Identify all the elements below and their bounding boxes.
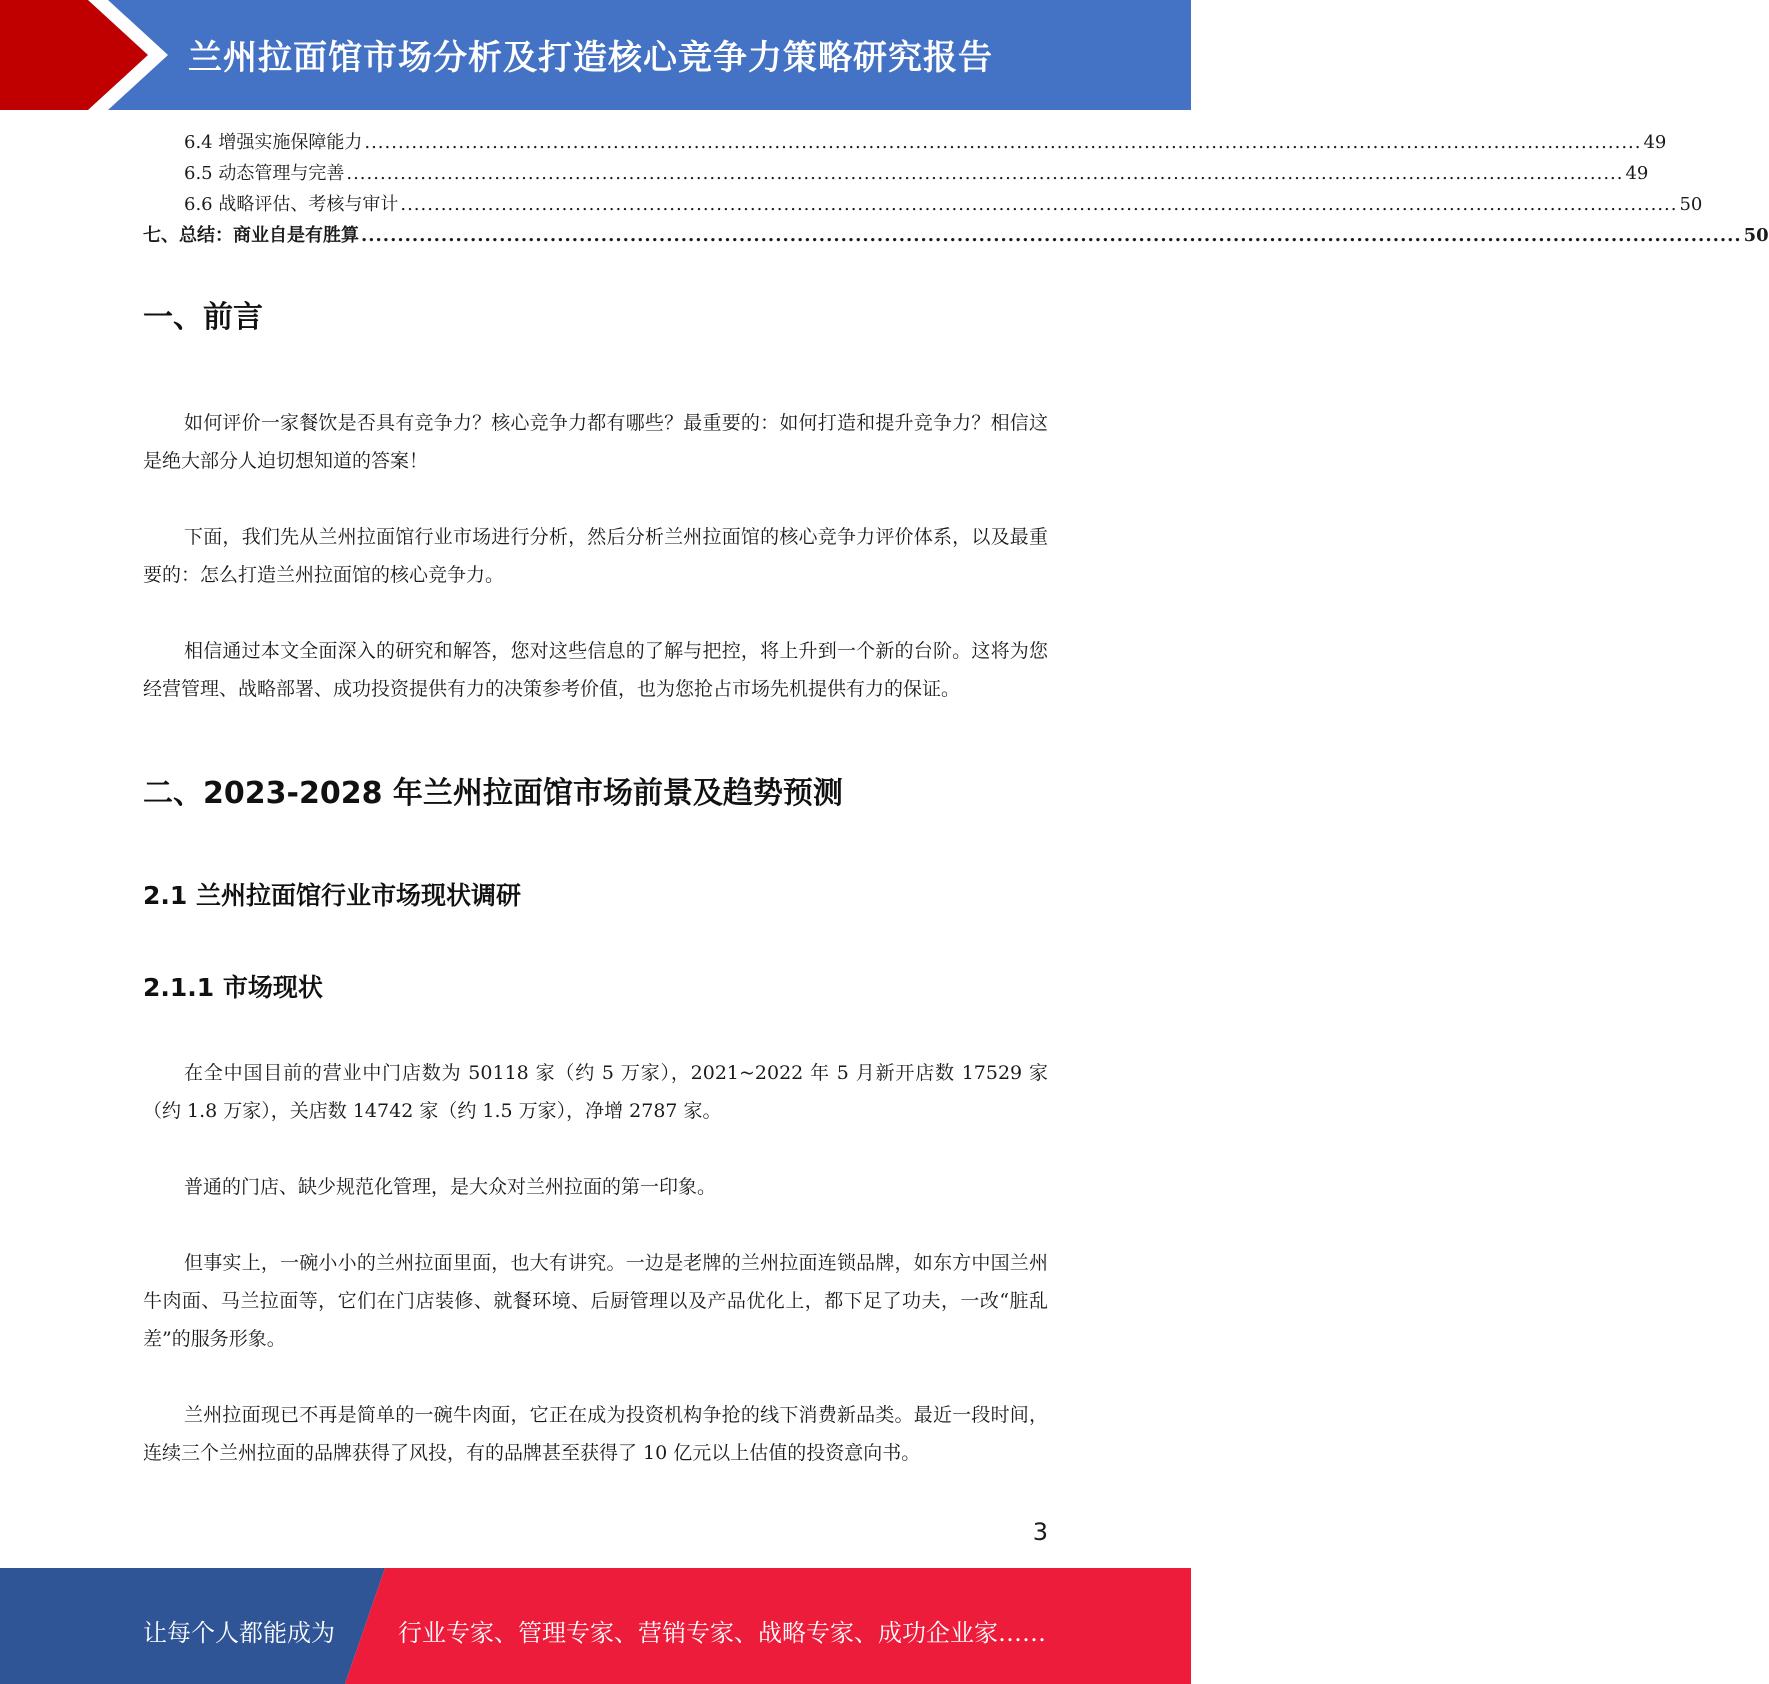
toc-leader-dots: .............................................................................................................................................................................................. bbox=[364, 132, 1642, 153]
toc-leader-dots: .............................................................................................................................................................................................. bbox=[346, 163, 1624, 184]
toc-entry[interactable] bbox=[143, 159, 1649, 190]
footer-slogan-right: 行业专家、管理专家、营销专家、战略专家、成功企业家…… bbox=[398, 1619, 1046, 1647]
section-heading-2-1-1: 2.1.1 市场现状 bbox=[143, 973, 323, 1002]
paragraph: 下面，我们先从兰州拉面馆行业市场进行分析，然后分析兰州拉面馆的核心竞争力评价体系，以及最重要的：怎么打造兰州拉面馆的核心竞争力。 bbox=[143, 526, 1048, 586]
table-of-contents bbox=[143, 128, 1769, 252]
paragraph: 但事实上，一碗小小的兰州拉面里面，也大有讲究。一边是老牌的兰州拉面连锁品牌，如东方中国兰州牛肉面、马兰拉面等，它们在门店装修、就餐环境、后厨管理以及产品优化上，都下足了功夫，一改“脏乱差”的服务形象。 bbox=[143, 1252, 1048, 1350]
toc-entry-title: 七、总结：商业自是有胜算 bbox=[143, 225, 359, 246]
toc-entry-title: 6.6 战略评估、考核与审计 bbox=[184, 194, 399, 215]
toc-entry[interactable] bbox=[143, 190, 1703, 221]
toc-entry-page: 50 bbox=[1679, 194, 1703, 215]
toc-entry-page: 49 bbox=[1625, 163, 1649, 184]
toc-leader-dots: .............................................................................................................................................................................................. bbox=[400, 194, 1678, 215]
toc-entry[interactable] bbox=[143, 221, 1769, 252]
paragraph: 在全中国目前的营业中门店数为 50118 家（约 5 万家），2021~2022 年 5 月新开店数 17529 家（约 1.8 万家），关店数 14742 家（约 1.5 万家），净增 2787 家。 bbox=[143, 1062, 1048, 1122]
page-footer bbox=[0, 1568, 1191, 1684]
toc-entry-title: 6.4 增强实施保障能力 bbox=[184, 132, 363, 153]
section-heading-intro: 一、前言 bbox=[143, 300, 263, 335]
toc-entry-title: 6.5 动态管理与完善 bbox=[184, 163, 345, 184]
paragraph: 普通的门店、缺少规范化管理，是大众对兰州拉面的第一印象。 bbox=[184, 1176, 717, 1198]
section-heading-2-1: 2.1 兰州拉面馆行业市场现状调研 bbox=[143, 881, 521, 910]
toc-entry-page: 49 bbox=[1643, 132, 1667, 153]
paragraph: 相信通过本文全面深入的研究和解答，您对这些信息的了解与把控，将上升到一个新的台阶。这将为您经营管理、战略部署、成功投资提供有力的决策参考价值，也为您抢占市场先机提供有力的保证。 bbox=[143, 640, 1048, 700]
toc-leader-dots: .............................................................................................................................................................................................. bbox=[361, 225, 1742, 246]
page-number: 3 bbox=[1032, 1518, 1048, 1546]
footer-slogan-left: 让每个人都能成为 bbox=[143, 1619, 335, 1647]
report-title: 兰州拉面馆市场分析及打造核心竞争力策略研究报告 bbox=[188, 38, 993, 78]
paragraph: 兰州拉面现已不再是简单的一碗牛肉面，它正在成为投资机构争抢的线下消费新品类。最近一段时间，连续三个兰州拉面的品牌获得了风投，有的品牌甚至获得了 10 亿元以上估值的投资意向书。 bbox=[143, 1404, 1048, 1464]
toc-entry[interactable] bbox=[143, 128, 1667, 159]
paragraph: 如何评价一家餐饮是否具有竞争力？核心竞争力都有哪些？最重要的：如何打造和提升竞争力？相信这是绝大部分人迫切想知道的答案！ bbox=[143, 412, 1048, 472]
page-header bbox=[0, 0, 1191, 110]
chapter-heading-2: 二、2023-2028 年兰州拉面馆市场前景及趋势预测 bbox=[143, 776, 843, 811]
document-body bbox=[143, 292, 1048, 1472]
toc-entry-page: 50 bbox=[1743, 225, 1769, 246]
